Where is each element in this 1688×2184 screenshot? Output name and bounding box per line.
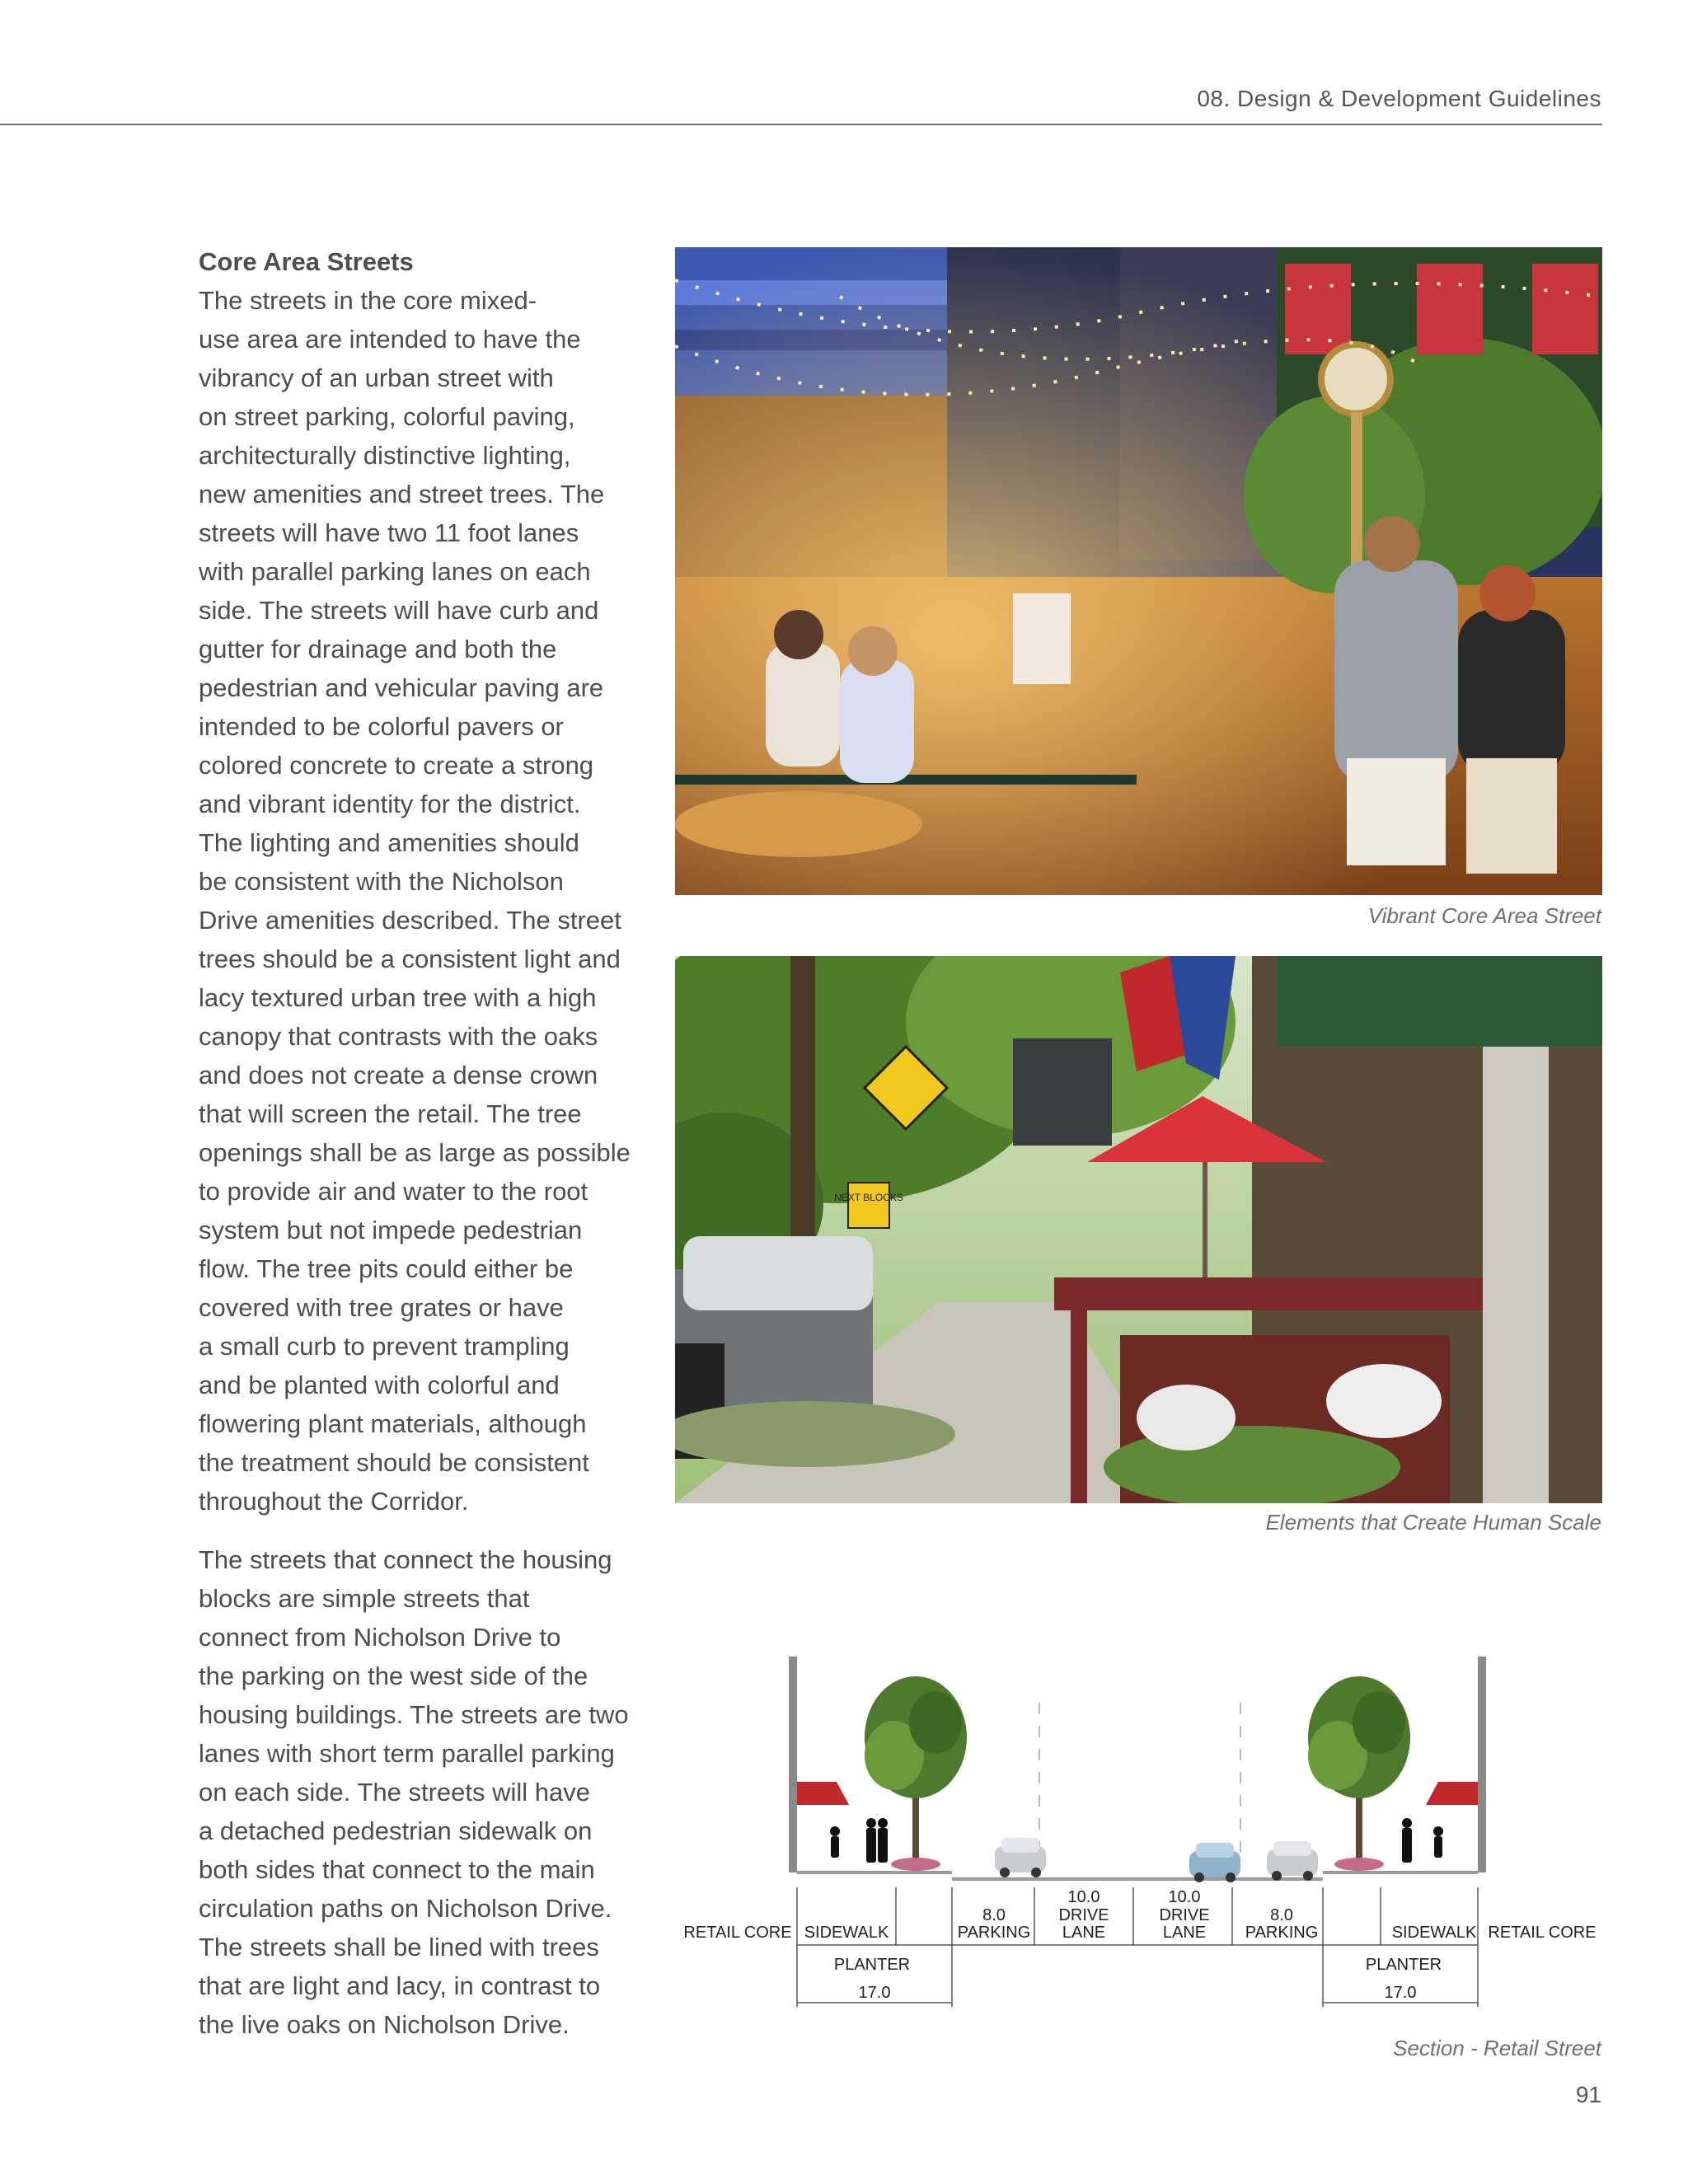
paragraph-line: and be planted with colorful and [199,1371,560,1399]
label-parking-left: PARKING [957,1924,1031,1942]
paragraph-line: The streets in the core mixed- [199,286,537,315]
right-building-wall [1478,1657,1486,1872]
paragraph-line: openings shall be as large as possible [199,1138,631,1167]
paragraph-line: blocks are simple streets that [199,1584,530,1613]
paragraph-line: housing buildings. The streets are two [199,1700,629,1729]
header-rule [0,124,1602,125]
paragraph-line: and vibrant identity for the district. [199,790,581,818]
paragraph-line: pedestrian and vehicular paving are [199,673,604,702]
label-drive-left: DRIVE [1058,1906,1109,1924]
label-parking-width-right: 8.0 [1270,1906,1293,1924]
photo-vibrant-street [675,247,1602,895]
car-left-parking [995,1838,1046,1877]
paragraph-line: architecturally distinctive lighting, [199,441,571,470]
paragraph-line: a detached pedestrian sidewalk on [199,1816,593,1845]
paragraph-line: side. The streets will have curb and [199,596,599,625]
paragraph-line: trees should be a consistent light and [199,944,621,973]
paragraph-line: that are light and lacy, in contrast to [199,1971,601,2000]
paragraph-line: on each side. The streets will have [199,1778,591,1807]
paragraph-line: a small curb to prevent trampling [199,1332,570,1361]
paragraph-2 [199,1540,660,2044]
paragraph-line: to provide air and water to the root [199,1177,588,1206]
paragraph-line: that will screen the retail. The tree [199,1099,582,1128]
label-retail-core-left: RETAIL CORE [683,1924,792,1942]
paragraph-line: canopy that contrasts with the oaks [199,1022,598,1051]
paragraph-line: both sides that connect to the main [199,1855,595,1884]
paragraph-line: The streets that connect the housing [199,1545,612,1574]
paragraph-line: circulation paths on Nicholson Drive. [199,1894,612,1923]
street-section-diagram [672,1640,1603,2019]
label-lane-right: LANE [1162,1924,1207,1942]
page-number: 91 [1575,2082,1601,2107]
car-right-parking [1267,1841,1318,1881]
right-tree [1308,1676,1410,1871]
paragraph-line: streets will have two 11 foot lanes [199,518,579,547]
photo-human-scale [675,956,1602,1503]
paragraph-line: intended to be colorful pavers or [199,712,564,741]
left-building-wall [789,1657,797,1872]
photo2-caption: Elements that Create Human Scale [1265,1510,1601,1535]
label-drive-right: DRIVE [1159,1906,1210,1924]
paragraph-line: Drive amenities described. The street [199,906,621,935]
paragraph-line: be consistent with the Nicholson [199,867,564,896]
section-caption: Section - Retail Street [1393,2036,1601,2060]
section-heading: Core Area Streets [199,247,414,276]
label-parking-right: PARKING [1245,1924,1319,1942]
chapter-header: 08. Design & Development Guidelines [1197,86,1601,111]
paragraph-line: the live oaks on Nicholson Drive. [199,2010,570,2039]
paragraph-line: flowering plant materials, although [199,1409,587,1438]
label-planter-left: PLANTER [833,1956,911,1974]
right-pedestrians [1402,1818,1443,1863]
paragraph-line: the parking on the west side of the [199,1661,588,1690]
paragraph-line: lacy textured urban tree with a high [199,983,597,1012]
label-lane-width-right: 10.0 [1168,1888,1201,1906]
paragraph-line: gutter for drainage and both the [199,635,557,663]
label-parking-width-left: 8.0 [982,1906,1006,1924]
paragraph-line: new amenities and street trees. The [199,480,605,509]
label-lane-left: LANE [1062,1924,1106,1942]
paragraph-line: connect from Nicholson Drive to [199,1623,561,1652]
label-sidewalk-right: SIDEWALK [1391,1924,1477,1942]
body-text-column [199,242,660,2064]
paragraph-line: the treatment should be consistent [199,1448,589,1477]
paragraph-line: with parallel parking lanes on each [199,557,591,586]
label-lane-width-left: 10.0 [1067,1888,1100,1906]
paragraph-line: colored concrete to create a strong [199,751,594,780]
label-planter-right: PLANTER [1365,1956,1442,1974]
label-retail-core-right: RETAIL CORE [1488,1924,1597,1942]
paragraph-line: throughout the Corridor. [199,1487,469,1516]
paragraph-line: use area are intended to have the [199,325,581,354]
label-planter-width-right: 17.0 [1384,1984,1417,2002]
paragraph-line: flow. The tree pits could either be [199,1254,574,1283]
paragraph-line: vibrancy of an urban street with [199,363,554,392]
paragraph-line: on street parking, colorful paving, [199,402,575,431]
paragraph-line: covered with tree grates or have [199,1293,564,1322]
paragraph-line: The lighting and amenities should [199,828,579,857]
paragraph-line: The streets shall be lined with trees [199,1933,599,1961]
label-sidewalk-left: SIDEWALK [804,1924,889,1942]
car-drive-lane [1189,1843,1240,1882]
paragraph-line: and does not create a dense crown [199,1061,598,1090]
left-awning [797,1782,849,1805]
left-pedestrians [830,1818,888,1863]
next-blocks-sign: NEXT BLOCKS [834,1192,903,1203]
paragraph-line: lanes with short term parallel parking [199,1739,615,1768]
paragraph-line: system but not impede pedestrian [199,1216,583,1244]
label-planter-width-left: 17.0 [858,1984,891,2002]
paragraph-1 [199,281,660,1521]
photo1-caption: Vibrant Core Area Street [1367,903,1601,928]
right-awning [1426,1782,1478,1805]
